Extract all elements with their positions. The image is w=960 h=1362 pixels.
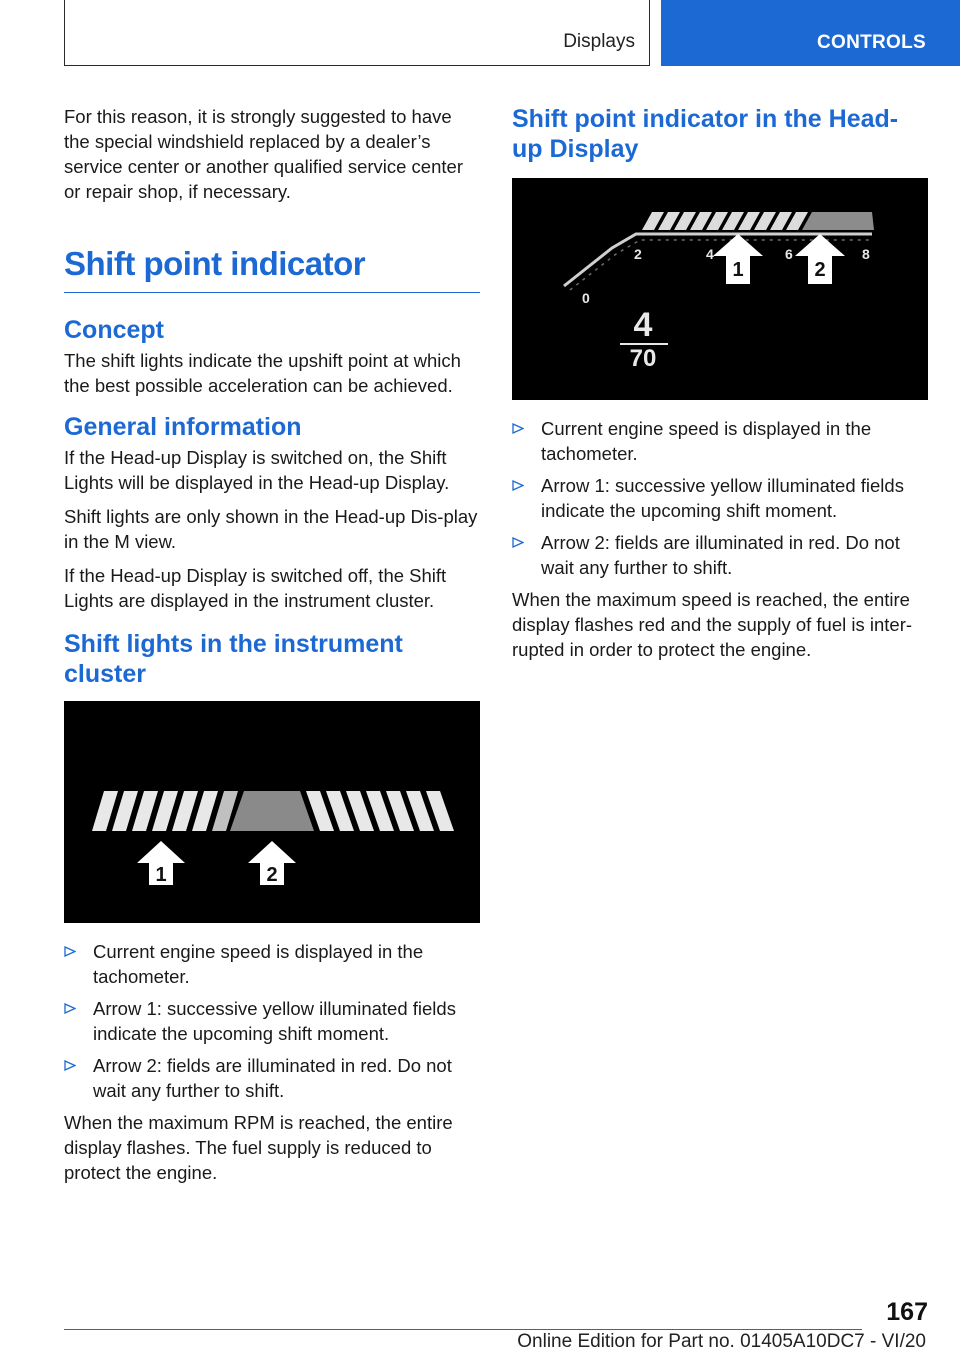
list-item: Arrow 1: successive yellow illuminated fields indicate the upcoming shift moment. [512,473,928,523]
tick-label-0: 0 [582,290,590,306]
triangle-bullet-icon [64,1003,76,1014]
page-number: 167 [886,1298,928,1326]
concept-heading: Concept [64,316,164,344]
arrow-2-label: 2 [266,864,278,886]
cluster-bullet-list [64,939,480,1103]
triangle-bullet-icon [512,480,524,491]
tick-label-4: 4 [706,246,714,262]
list-item: Arrow 2: fields are illuminated in red. Do not wait any further to shift. [512,530,928,580]
hud-closing-paragraph: When the maximum speed is reached, the entire display flashes red and the supply of fuel is inter‐rupted in order to protect the engine. [512,589,913,660]
concept-text: The shift lights indicate the upshift point at which the best possible acceleration can be achieved. [64,350,461,396]
right-column [512,104,928,671]
general-paragraph-1: If the Head-up Display is switched on, the Shift Lights will be displayed in the Head-up Display. [64,447,450,493]
list-item: Current engine speed is displayed in the tachometer. [512,416,928,466]
intro-paragraph: For this reason, it is strongly suggested to have the special windshield replaced by a dealer’s service center or another qualified service center or repair shop, if necessary. [64,106,463,202]
tick-label-2: 2 [634,246,642,262]
hud-shift-bars [642,212,874,230]
triangle-bullet-icon [512,537,524,548]
general-paragraph-2: Shift lights are only shown in the Head-up Dis‐play in the M view. [64,506,478,552]
list-item: Arrow 1: successive yellow illuminated fields indicate the upcoming shift moment. [64,996,480,1046]
cluster-closing-paragraph: When the maximum RPM is reached, the entire display flashes. The fuel supply is reduced to protect the engine. [64,1112,453,1183]
shift-lights-cluster-illustration [64,701,480,923]
section-title: Displays [563,31,635,52]
chapter-title: CONTROLS [816,32,926,53]
arrow-1-label: 1 [155,864,167,886]
hud-arrow-2-label: 2 [814,259,826,281]
hud-bullet-list [512,416,928,580]
triangle-bullet-icon [64,946,76,957]
list-item: Current engine speed is displayed in the tachometer. [64,939,480,989]
head-up-display-figure [512,178,928,400]
shift-light-segments [92,791,454,831]
hud-speed-value: 70 [629,345,657,372]
cluster-heading: Shift lights in the instrument cluster [64,630,403,688]
instrument-cluster-figure [64,701,480,923]
left-column [64,104,480,1194]
general-heading: General information [64,413,302,441]
footer-divider [64,1329,862,1330]
general-paragraph-3: If the Head-up Display is switched off, the Shift Lights are displayed in the instrument cluster. [64,565,447,611]
hud-arrow-1-label: 1 [732,259,744,281]
header-section-box [64,0,650,66]
list-item: Arrow 2: fields are illuminated in red. Do not wait any further to shift. [64,1053,480,1103]
tick-label-8: 8 [862,246,870,262]
hud-gear-value: 4 [633,306,653,344]
hud-heading: Shift point indicator in the Head-up Display [512,105,899,163]
triangle-bullet-icon [512,423,524,434]
triangle-bullet-icon [64,1060,76,1071]
section-heading: Shift point indicator [64,244,480,293]
tick-label-6: 6 [785,246,793,262]
header-chapter-tab [661,0,960,66]
edition-text: Online Edition for Part no. 01405A10DC7 - VI/20 [517,1331,926,1352]
hud-shift-lights-illustration [512,178,928,400]
